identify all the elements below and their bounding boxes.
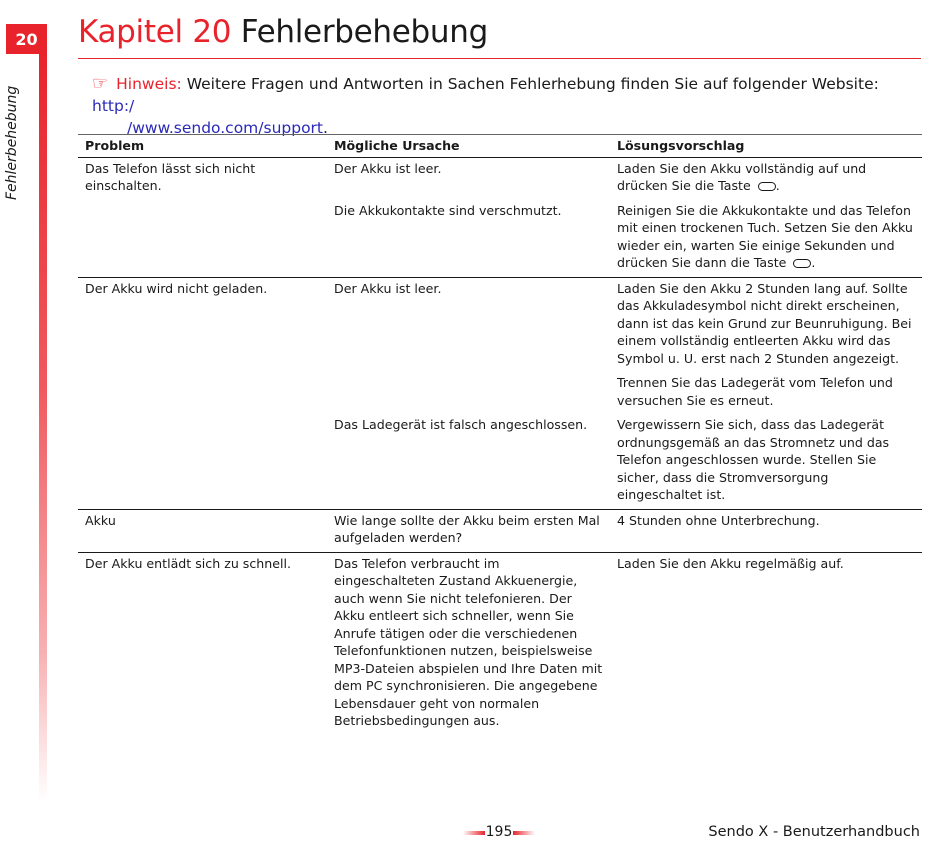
cell-solution-end: . (775, 178, 780, 193)
power-key-icon (758, 182, 776, 191)
cell-solution (610, 200, 922, 278)
cell-problem (78, 372, 327, 414)
cell-cause: Die Akkukontakte sind verschmutzt. (334, 202, 562, 218)
cell-problem: Das Telefon lässt sich nicht einschalten. (85, 160, 256, 193)
header-problem: Problem (78, 135, 327, 158)
page-number (463, 824, 535, 840)
page-number-bar-left (463, 831, 485, 835)
cell-problem (78, 414, 327, 509)
header-solution: Lösungsvorschlag (610, 135, 922, 158)
cell-solution-end: . (811, 255, 816, 270)
troubleshooting-table (78, 134, 922, 735)
page-number-text: 195 (485, 824, 513, 840)
cell-solution-text: Laden Sie den Akku vollständig auf und drücken Sie die Taste (617, 160, 867, 193)
side-bar (39, 52, 47, 802)
note-text: Weitere Fragen und Antworten in Sachen Fehlerhebung finden Sie auf folgender Website: (186, 75, 879, 93)
cell-solution: Laden Sie den Akku 2 Stunden lang auf. Sollte das Akkuladesymbol nicht direkt erscheinen, dann ist das kein Grund zur Beunruhigung. Bei einem vollständig entleerten Akku wird das Symbol u. U. erst nach 2 Stunden angezeigt. (610, 277, 922, 372)
support-link-part2[interactable]: /www.sendo.com/support (127, 119, 324, 137)
table-row (78, 157, 922, 200)
table-row (78, 277, 922, 372)
note-block (92, 73, 922, 139)
cell-solution: Laden Sie den Akku regelmäßig auf. (610, 552, 922, 735)
cell-cause: Der Akku ist leer. (334, 160, 442, 176)
cell-cause: Das Telefon verbraucht im eingeschalteten Zustand Akkuenergie, auch wenn Sie nicht telefonieren. Der Akku entleert sich schneller, wenn Sie Anrufe tätigen oder die verschiedenen Telefonfunktionen nutzen, beispielsweise MP3-Dateien abspielen und Ihre Daten mit dem PC synchronisieren. Die angegebene Lebensdauer geht von normalen Betriebsbedingungen aus. (327, 552, 610, 735)
cell-cause: Das Ladegerät ist falsch angeschlossen. (334, 417, 588, 432)
power-key-icon (793, 259, 811, 268)
cell-cause (327, 372, 610, 414)
title-text: Fehlerbehebung (240, 14, 488, 50)
cell-solution (610, 157, 922, 200)
note-end: . (323, 119, 328, 137)
cell-solution: Vergewissern Sie sich, dass das Ladegerät ordnungsgemäß an das Stromnetz und das Telefon angeschlossen wurde. Stellen Sie sicher, dass die Stromversorgung eingeschaltet ist. (617, 417, 890, 502)
support-link-part1[interactable]: http:/ (92, 97, 135, 115)
cell-problem: Der Akku entlädt sich zu schnell. (78, 552, 327, 735)
cell-problem: Akku (78, 509, 327, 552)
cell-solution-text: Reinigen Sie die Akkukontakte und das Telefon mit einen trockenen Tuch. Setzen Sie den Akku wieder ein, warten Sie einige Sekunden und drücken Sie dann die Taste (617, 202, 913, 270)
footer-book-title: Sendo X - Benutzerhandbuch (708, 824, 920, 840)
page-title (78, 14, 488, 50)
table-row (78, 509, 922, 552)
note-label: Hinweis: (116, 75, 182, 93)
cell-solution: Trennen Sie das Ladegerät vom Telefon und versuchen Sie es erneut. (617, 375, 893, 408)
cell-cause: Wie lange sollte der Akku beim ersten Mal aufgeladen werden? (327, 509, 610, 552)
pointing-hand-icon: ☞ (92, 73, 109, 94)
table-row (78, 200, 922, 278)
page-number-bar-right (513, 831, 535, 835)
cell-problem (78, 200, 327, 278)
title-chapter-prefix: Kapitel 20 (78, 14, 232, 50)
header-cause: Mögliche Ursache (327, 135, 610, 158)
table-row (78, 414, 922, 509)
chapter-number-badge: 20 (6, 24, 47, 54)
title-divider (78, 58, 921, 59)
cell-cause: Der Akku ist leer. (327, 277, 610, 372)
cell-problem: Der Akku wird nicht geladen. (78, 277, 327, 372)
side-chapter-label: Fehlerbehebung (4, 85, 20, 200)
table-row (78, 552, 922, 735)
table-row (78, 372, 922, 414)
cell-solution: 4 Stunden ohne Unterbrechung. (610, 509, 922, 552)
